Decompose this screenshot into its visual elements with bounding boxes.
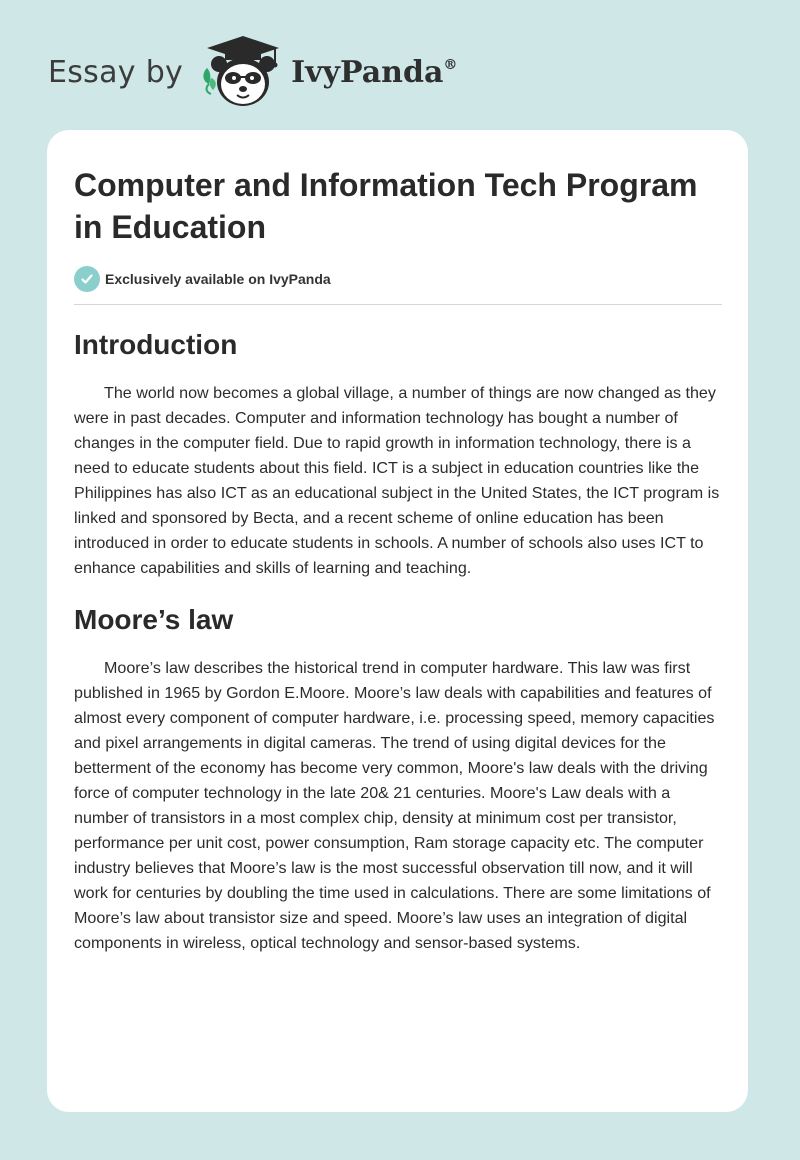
brand-name-text: IvyPanda <box>291 54 444 90</box>
brand-header[interactable] <box>48 34 457 110</box>
check-circle-icon <box>74 266 100 292</box>
brand-prefix: Essay by <box>48 54 184 90</box>
divider <box>74 304 722 305</box>
panda-graduation-icon <box>197 34 289 110</box>
exclusive-badge <box>74 266 722 292</box>
brand-name <box>291 55 457 90</box>
section-body-moores-law: Moore’s law describes the historical trend in computer hardware. This law was first published in 1965 by Gordon E.Moore. Moore’s law deals with capabilities and features of almost every component of computer hardware, i.e. processing speed, memory capacities and pixel arrangements in digital cameras. The trend of using digital devices for the betterment of the economy has become very common, Moore's law deals with the driving force of computer technology in the late 20& 21 centuries. Moore's Law deals with a number of transistors in a most complex chip, density at minimum cost per transistor, performance per unit cost, power consumption, Ram storage capacity etc. The computer industry believes that Moore’s law is the most successful observation till now, and it will work for centuries by doubling the time used in calculations. There are some limitations of Moore’s law about transistor size and speed. Moore’s law uses an integration of digital components in wireless, optical technology and sensor-based systems. <box>74 659 715 952</box>
section-heading-introduction: Introduction <box>74 329 238 360</box>
registered-mark: ® <box>443 56 458 73</box>
badge-label: Exclusively available on IvyPanda <box>105 271 331 287</box>
section-body-introduction: The world now becomes a global village, a number of things are now changed as they were in past decades. Computer and information technology has bought a number of changes in the computer field. Due to rapid growth in information technology, there is a need to educate students about this field. ICT is a subject in education countries like the Philippines has also ICT as an educational subject in the United States, the ICT program is linked and sponsored by Becta, and a recent scheme of online education has been introduced in order to educate students in schools. A number of schools also uses ICT to enhance capabilities and skills of learning and teaching. <box>74 384 720 577</box>
page-title: Computer and Information Tech Program in Education <box>74 167 698 245</box>
essay-card <box>47 130 748 1112</box>
essay-content <box>74 164 722 956</box>
section-heading-moores-law: Moore’s law <box>74 604 234 635</box>
